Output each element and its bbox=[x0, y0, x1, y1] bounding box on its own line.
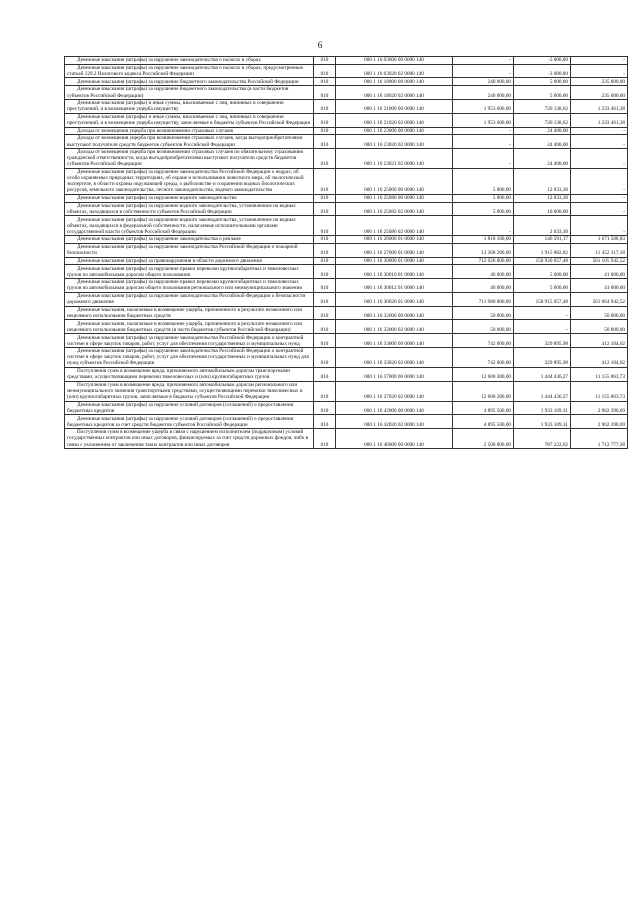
table-row bbox=[65, 306, 628, 320]
row-name: Поступления сумм в возмещение вреда, причиняемого автомобильным дорогам регионального или межмуниципального значения транспортными средствами, осуществляющими перевозки тяжеловесных и (или) крупногабаритных грузов, зачисляемые в бюджеты субъектов Российской Федерации bbox=[65, 381, 314, 401]
table-row bbox=[65, 168, 628, 194]
row-kbk: 000 1 16 30000 01 0000 140 bbox=[336, 257, 453, 265]
row-name: Доходы от возмещения ущерба при возникновении страховых случаев, когда выгодоприобретателями выступают получатели средств бюджетов субъектов Российской Федерации bbox=[65, 135, 314, 149]
row-name: Денежные взыскания (штрафы) за нарушение водного законодательства bbox=[65, 194, 314, 202]
row-executed: 24 400,00 bbox=[514, 135, 571, 149]
table-row bbox=[65, 113, 628, 127]
row-approved: 46 000,00 bbox=[453, 265, 514, 279]
row-name: Денежные взыскания (штрафы) и иные суммы, взыскиваемые с лиц, виновных в совершении преступлений, и в возмещение ущерба имуществу bbox=[65, 99, 314, 113]
row-name: Денежные взыскания (штрафы) за нарушение условий договоров (соглашений) о предоставлении бюджетных кредитов за счет средств бюджетов субъектов Российской Федерации bbox=[65, 415, 314, 429]
row-approved: 5 000,00 bbox=[453, 168, 514, 194]
row-approved: 13 368 200,00 bbox=[453, 243, 514, 257]
row-approved: 240 000,00 bbox=[453, 86, 514, 100]
row-approved: 5 000,00 bbox=[453, 194, 514, 202]
table-row bbox=[65, 415, 628, 429]
row-kbk: 000 1 16 21020 02 0000 140 bbox=[336, 113, 453, 127]
row-code: 010 bbox=[314, 265, 336, 279]
table-row bbox=[65, 135, 628, 149]
row-unexecuted: - bbox=[571, 57, 628, 65]
row-code: 010 bbox=[314, 64, 336, 78]
row-name: Доходы от возмещения ущерба при возникновении страховых случаев bbox=[65, 127, 314, 135]
row-approved: - bbox=[453, 216, 514, 236]
row-executed: 5 000,00 bbox=[514, 265, 571, 279]
row-executed: 720 138,62 bbox=[514, 113, 571, 127]
table-row bbox=[65, 367, 628, 381]
row-code: 010 bbox=[314, 257, 336, 265]
row-unexecuted: 561 105 942,52 bbox=[571, 257, 628, 265]
table-row bbox=[65, 257, 628, 265]
table-row bbox=[65, 99, 628, 113]
row-kbk: 000 1 16 42000 00 0000 140 bbox=[336, 401, 453, 415]
row-name: Денежные взыскания (штрафы) за нарушение законодательства Российской Федерации о недрах, об особо охраняемых природных территориях, об охране и использовании животного мира, об экологической экспертизе, в области охраны окружающей среды, о рыболовстве и сохранении водных биологических ресурсов, земельного законодательства, лесного законодательства, водного законодательства bbox=[65, 168, 314, 194]
row-kbk: 000 1 16 25000 00 0000 140 bbox=[336, 168, 453, 194]
row-kbk: 000 1 16 32000 00 0000 140 bbox=[336, 306, 453, 320]
table-row bbox=[65, 127, 628, 135]
row-unexecuted: 50 000,00 bbox=[571, 320, 628, 334]
table-row bbox=[65, 243, 628, 257]
row-executed: -3 000,00 bbox=[514, 64, 571, 78]
row-approved: - bbox=[453, 135, 514, 149]
row-approved: 1 953 600,00 bbox=[453, 113, 514, 127]
row-executed: 1 933 109,31 bbox=[514, 401, 571, 415]
table-row bbox=[65, 320, 628, 334]
row-approved: 46 000,00 bbox=[453, 279, 514, 293]
row-unexecuted: 50 000,00 bbox=[571, 306, 628, 320]
row-unexecuted: 235 000,00 bbox=[571, 86, 628, 100]
row-approved: - bbox=[453, 64, 514, 78]
row-kbk: 000 1 16 25080 00 0000 140 bbox=[336, 194, 453, 202]
row-kbk: 000 1 16 30010 01 0000 140 bbox=[336, 265, 453, 279]
row-kbk: 000 1 16 23000 00 0000 140 bbox=[336, 127, 453, 135]
revenue-table bbox=[64, 56, 628, 449]
row-name: Денежные взыскания (штрафы) за нарушение законодательства Российской Федерации о безопасности дорожного движения bbox=[65, 292, 314, 306]
row-name: Доходы от возмещения ущерба при возникновении страховых случаев по обязательному страхованию гражданской ответственности, когда выгодоприобретателями выступают получатели средств бюджетов субъектов Российской Федерации bbox=[65, 148, 314, 168]
row-code: 010 bbox=[314, 99, 336, 113]
table-row bbox=[65, 334, 628, 348]
row-name: Поступления сумм в возмещение вреда, причиняемого автомобильным дорогам транспортными средствами, осуществляющими перевозки тяжеловесных и (или) крупногабаритных грузов bbox=[65, 367, 314, 381]
row-approved: 5 000,00 bbox=[453, 202, 514, 216]
row-code: 010 bbox=[314, 168, 336, 194]
row-code: 010 bbox=[314, 306, 336, 320]
row-approved: 4 895 500,00 bbox=[453, 401, 514, 415]
row-unexecuted: 11 155 863,73 bbox=[571, 381, 628, 401]
row-kbk: 000 1 16 03020 02 0000 140 bbox=[336, 64, 453, 78]
row-name: Денежные взыскания (штрафы) за нарушение бюджетного законодательства Российской Федерации bbox=[65, 78, 314, 86]
row-name: Денежные взыскания (штрафы) за нарушение условий договоров (соглашений) о предоставлении бюджетных кредитов bbox=[65, 401, 314, 415]
row-unexecuted: 1 233 461,38 bbox=[571, 99, 628, 113]
row-unexecuted: 11 155 863,73 bbox=[571, 367, 628, 381]
row-unexecuted: 11 452 317,18 bbox=[571, 243, 628, 257]
row-executed: 12 033,30 bbox=[514, 194, 571, 202]
row-name: Денежные взыскания (штрафы) за нарушение законодательства о налогах и сборах, предусмотренные статьей 129.2 Налогового кодекса Российской Федерации bbox=[65, 64, 314, 78]
row-executed: 1 444 436,27 bbox=[514, 381, 571, 401]
row-name: Денежные взыскания (штрафы) за нарушение бюджетного законодательства (в части бюджетов субъектов Российской Федерации) bbox=[65, 86, 314, 100]
row-kbk: 000 1 16 26000 01 0000 140 bbox=[336, 236, 453, 244]
row-unexecuted: 1 712 777,38 bbox=[571, 429, 628, 449]
row-name: Денежные взыскания (штрафы) за нарушение правил перевозки крупногабаритных и тяжеловесных грузов по автомобильным дорогам общего пользования регионального или межмуниципального значения bbox=[65, 279, 314, 293]
row-name: Денежные взыскания (штрафы) за правонарушения в области дорожного движения bbox=[65, 257, 314, 265]
row-code: 010 bbox=[314, 401, 336, 415]
row-approved: 712 026 000,00 bbox=[453, 257, 514, 265]
row-code: 010 bbox=[314, 334, 336, 348]
table-row bbox=[65, 236, 628, 244]
row-approved: 711 980 000,00 bbox=[453, 292, 514, 306]
table-row bbox=[65, 265, 628, 279]
row-executed: 1 444 436,27 bbox=[514, 367, 571, 381]
row-name: Поступления сумм в возмещение ущерба в связи с нарушением исполнителем (подрядчиком) условий государственных контрактов или иных договоров, финансируемых за счет средств дорожных фондов, либо в связи с уклонением от заключения таких контрактов или иных договоров bbox=[65, 429, 314, 449]
row-unexecuted: - bbox=[571, 127, 628, 135]
row-code: 010 bbox=[314, 381, 336, 401]
row-approved: 240 000,00 bbox=[453, 78, 514, 86]
table-row bbox=[65, 194, 628, 202]
row-unexecuted: 2 962 390,69 bbox=[571, 401, 628, 415]
row-approved: 742 000,00 bbox=[453, 348, 514, 368]
table-row bbox=[65, 86, 628, 100]
page-number: 6 bbox=[317, 40, 323, 50]
row-name: Денежные взыскания (штрафы) и иные суммы, взыскиваемые с лиц, виновных в совершении преступлений, и в возмещение ущерба имуществу, зачисляемые в бюджеты субъектов Российской Федерации bbox=[65, 113, 314, 127]
row-code: 010 bbox=[314, 236, 336, 244]
row-kbk: 000 1 16 33020 02 0000 140 bbox=[336, 348, 453, 368]
row-code: 010 bbox=[314, 320, 336, 334]
row-unexecuted: - bbox=[571, 64, 628, 78]
table-row bbox=[65, 292, 628, 306]
row-code: 010 bbox=[314, 194, 336, 202]
table-row bbox=[65, 429, 628, 449]
row-executed: 5 000,00 bbox=[514, 86, 571, 100]
row-unexecuted: - bbox=[571, 168, 628, 194]
row-code: 010 bbox=[314, 415, 336, 429]
row-executed: 5 000,00 bbox=[514, 78, 571, 86]
row-name: Денежные взыскания (штрафы) за нарушение правил перевозки крупногабаритных и тяжеловесных грузов по автомобильным дорогам общего пользования bbox=[65, 265, 314, 279]
row-kbk: 000 1 16 30012 01 0000 140 bbox=[336, 279, 453, 293]
row-code: 010 bbox=[314, 127, 336, 135]
row-name: Денежные взыскания (штрафы) за нарушение законодательства Российской Федерации о контрактной системе в сфере закупок товаров, работ, услуг для обеспечения государственных и муниципальных нужд для нужд субъектов Российской Федерации bbox=[65, 348, 314, 368]
table-row bbox=[65, 216, 628, 236]
row-kbk: 000 1 16 23021 02 0000 140 bbox=[336, 148, 453, 168]
row-unexecuted: - bbox=[571, 194, 628, 202]
row-executed: 720 138,62 bbox=[514, 99, 571, 113]
row-code: 010 bbox=[314, 148, 336, 168]
row-executed: 329 895,98 bbox=[514, 348, 571, 368]
row-approved: 742 000,00 bbox=[453, 334, 514, 348]
row-name: Денежные взыскания, налагаемые в возмещение ущерба, причиненного в результате незаконного или нецелевого использования бюджетных средств (в части бюджетов субъектов Российской Федерации) bbox=[65, 320, 314, 334]
row-kbk: 000 1 16 37020 02 0000 140 bbox=[336, 381, 453, 401]
row-code: 010 bbox=[314, 216, 336, 236]
table-row bbox=[65, 64, 628, 78]
row-kbk: 000 1 16 33000 00 0000 140 bbox=[336, 334, 453, 348]
row-unexecuted: 41 000,00 bbox=[571, 279, 628, 293]
row-kbk: 000 1 16 30020 01 0000 140 bbox=[336, 292, 453, 306]
row-unexecuted: 561 064 942,52 bbox=[571, 292, 628, 306]
row-unexecuted: - bbox=[571, 202, 628, 216]
row-executed: 1 915 882,82 bbox=[514, 243, 571, 257]
row-unexecuted: 1 233 461,38 bbox=[571, 113, 628, 127]
row-approved: 2 500 000,00 bbox=[453, 429, 514, 449]
table-row bbox=[65, 401, 628, 415]
table-row bbox=[65, 279, 628, 293]
row-kbk: 000 1 16 46000 00 0000 140 bbox=[336, 429, 453, 449]
row-approved: 50 000,00 bbox=[453, 320, 514, 334]
row-executed: 150 920 057,48 bbox=[514, 257, 571, 265]
row-unexecuted: 1 671 508,83 bbox=[571, 236, 628, 244]
row-unexecuted: 235 000,00 bbox=[571, 78, 628, 86]
row-code: 010 bbox=[314, 78, 336, 86]
row-approved: 50 000,00 bbox=[453, 306, 514, 320]
row-kbk: 000 1 16 32000 02 0000 140 bbox=[336, 320, 453, 334]
row-approved: - bbox=[453, 148, 514, 168]
table-row bbox=[65, 202, 628, 216]
row-kbk: 000 1 16 27000 01 0000 140 bbox=[336, 243, 453, 257]
row-unexecuted: - bbox=[571, 135, 628, 149]
row-approved: - bbox=[453, 127, 514, 135]
table-row bbox=[65, 381, 628, 401]
row-name: Денежные взыскания (штрафы) за нарушение законодательства Российской Федерации о контрактной системе в сфере закупок товаров, работ, услуг для обеспечения государственных и муниципальных нужд bbox=[65, 334, 314, 348]
row-executed: - bbox=[514, 320, 571, 334]
row-kbk: 000 1 16 18020 02 0000 140 bbox=[336, 86, 453, 100]
table-row bbox=[65, 78, 628, 86]
row-approved: 4 895 500,00 bbox=[453, 415, 514, 429]
row-kbk: 000 1 16 21000 00 0000 140 bbox=[336, 99, 453, 113]
row-executed: 10 000,00 bbox=[514, 202, 571, 216]
row-code: 010 bbox=[314, 86, 336, 100]
row-unexecuted: 41 000,00 bbox=[571, 265, 628, 279]
row-unexecuted: - bbox=[571, 148, 628, 168]
row-approved: 12 600 300,00 bbox=[453, 381, 514, 401]
row-name: Денежные взыскания (штрафы) за нарушение водного законодательства, установленное на водных объектах, находящихся в собственности субъектов Российской Федерации bbox=[65, 202, 314, 216]
row-unexecuted: 412 104,02 bbox=[571, 348, 628, 368]
row-name: Денежные взыскания, налагаемые в возмещение ущерба, причиненного в результате незаконного или нецелевого использования бюджетных средств bbox=[65, 306, 314, 320]
row-name: Денежные взыскания (штрафы) за нарушение законодательства Российской Федерации о пожарной безопасности bbox=[65, 243, 314, 257]
row-executed: 5 000,00 bbox=[514, 279, 571, 293]
row-kbk: 000 1 16 18000 00 0000 140 bbox=[336, 78, 453, 86]
row-executed: 146 591,17 bbox=[514, 236, 571, 244]
row-kbk: 000 1 16 25086 02 0000 140 bbox=[336, 216, 453, 236]
row-approved: 1 953 600,00 bbox=[453, 99, 514, 113]
row-executed: - bbox=[514, 306, 571, 320]
row-executed: 150 915 057,48 bbox=[514, 292, 571, 306]
row-code: 010 bbox=[314, 292, 336, 306]
row-name: Денежные взыскания (штрафы) за нарушение законодательства о рекламе bbox=[65, 236, 314, 244]
row-code: 010 bbox=[314, 243, 336, 257]
row-kbk: 000 1 16 03000 00 0000 140 bbox=[336, 57, 453, 65]
table-row bbox=[65, 148, 628, 168]
row-unexecuted: 2 962 390,69 bbox=[571, 415, 628, 429]
row-code: 010 bbox=[314, 429, 336, 449]
row-executed: 329 895,98 bbox=[514, 334, 571, 348]
row-executed: 12 033,30 bbox=[514, 168, 571, 194]
row-approved: 1 818 100,00 bbox=[453, 236, 514, 244]
row-code: 010 bbox=[314, 202, 336, 216]
row-code: 010 bbox=[314, 113, 336, 127]
row-executed: 24 400,00 bbox=[514, 127, 571, 135]
row-approved: 12 600 300,00 bbox=[453, 367, 514, 381]
row-name: Денежные взыскания (штрафы) за нарушение законодательства о налогах и сборах bbox=[65, 57, 314, 65]
table-row bbox=[65, 57, 628, 65]
row-code: 010 bbox=[314, 135, 336, 149]
row-approved: - bbox=[453, 57, 514, 65]
row-code: 010 bbox=[314, 57, 336, 65]
row-kbk: 000 1 16 25082 02 0000 140 bbox=[336, 202, 453, 216]
row-kbk: 000 1 16 23020 02 0000 140 bbox=[336, 135, 453, 149]
row-code: 010 bbox=[314, 367, 336, 381]
row-unexecuted: - bbox=[571, 216, 628, 236]
table-row bbox=[65, 348, 628, 368]
row-kbk: 000 1 16 42020 02 0000 140 bbox=[336, 415, 453, 429]
row-executed: 24 400,00 bbox=[514, 148, 571, 168]
row-code: 010 bbox=[314, 279, 336, 293]
row-executed: 787 222,62 bbox=[514, 429, 571, 449]
row-code: 010 bbox=[314, 348, 336, 368]
row-unexecuted: 412 104,02 bbox=[571, 334, 628, 348]
row-kbk: 000 1 16 37000 00 0000 140 bbox=[336, 367, 453, 381]
row-executed: -3 000,00 bbox=[514, 57, 571, 65]
row-name: Денежные взыскания (штрафы) за нарушение водного законодательства, установленное на водных объектах, находящихся в федеральной собственности, налагаемые исполнительными органами государственной власти субъектов Российской Федерации bbox=[65, 216, 314, 236]
row-executed: 1 933 109,31 bbox=[514, 415, 571, 429]
row-executed: 2 033,30 bbox=[514, 216, 571, 236]
